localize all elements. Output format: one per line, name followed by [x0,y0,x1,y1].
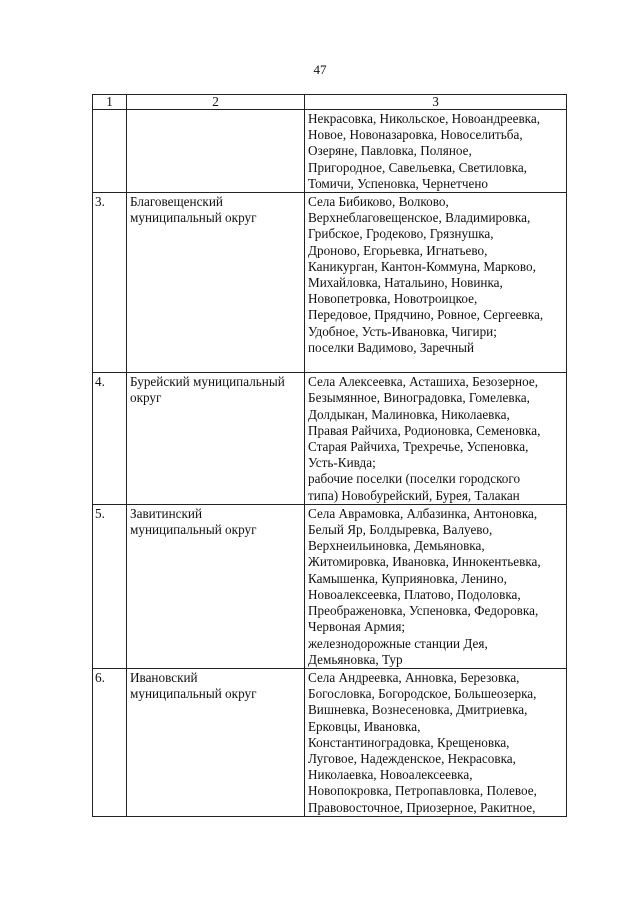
settlements-line: Богословка, Богородское, Большеозерка, [308,686,537,702]
settlements-line: Камышенка, Куприяновка, Ленино, [308,570,507,586]
district-name-line: Завитинский [130,505,202,521]
header-col-2: 2 [127,95,305,110]
settlements-line: Правовосточное, Приозерное, Ракитное, [308,799,536,815]
settlements-line: типа) Новобурейский, Бурея, Талакан [308,487,520,503]
settlements-line: Усть-Кивда; [308,455,376,471]
row-number [93,110,127,193]
settlements-line: Села Алексеевка, Асташиха, Безозерное, [308,374,539,390]
settlements-line: Томичи, Успеновка, Чернетчено [308,175,488,191]
settlements-line: Вишневка, Вознесеновка, Дмитриевка, [308,702,528,718]
header-col-3: 3 [305,95,567,110]
district-name-line: муниципальный округ [130,210,257,226]
settlements-line: поселки Вадимово, Заречный [308,339,475,355]
settlements-line: Правая Райчиха, Родионовка, Семеновка, [308,422,541,438]
header-col-1: 1 [93,95,127,110]
district-name [127,504,305,668]
settlements-line: Константиноградовка, Крещеновка, [308,734,510,750]
settlements-list [305,668,567,816]
settlements-line: Каникурган, Кантон-Коммуна, Марково, [308,258,536,274]
row-number: 5. [93,504,127,668]
settlements-list [305,193,567,373]
settlements-line: Новое, Новоназаровка, Новоселитьба, [308,127,523,143]
row-number: 6. [93,668,127,816]
district-name-line: округ [130,390,162,406]
settlements-line: Грибское, Гродеково, Грязнушка, [308,226,494,242]
settlements-line: Удобное, Усть-Ивановка, Чигири; [308,323,497,339]
district-name-line: Благовещенский [130,194,223,210]
settlements-line: Села Аврамовка, Албазинка, Антоновка, [308,505,538,521]
district-name [127,193,305,373]
settlements-line: Села Андреевка, Анновка, Березовка, [308,669,520,685]
settlements-line: Михайловка, Натальино, Новинка, [308,275,503,291]
settlements-line: Николаевка, Новоалексеевка, [308,767,473,783]
district-name-line: Ивановский [130,669,198,685]
row-number: 3. [93,193,127,373]
settlements-line: Безымянное, Виноградовка, Гомелевка, [308,390,530,406]
settlements-list [305,504,567,668]
settlements-line: Пригородное, Савельевка, Светиловка, [308,159,527,175]
table-row [93,193,567,373]
page-number: 47 [313,62,327,77]
table-row [93,504,567,668]
row-number: 4. [93,373,127,505]
settlements-line: Передовое, Прядчино, Ровное, Сергеевка, [308,307,544,323]
settlements-line: Демьяновка, Тур [308,651,403,667]
table-row [93,373,567,505]
table-row [93,110,567,193]
settlements-line: Новопетровка, Новотроицкое, [308,291,478,307]
settlements-line [308,356,564,372]
settlements-line: Новоалексеевка, Платово, Подоловка, [308,586,521,602]
district-name-line: муниципальный округ [130,522,257,538]
table-header-row [93,95,567,110]
settlements-line: Дроново, Егорьевка, Игнатьево, [308,242,488,258]
settlements-line: Преображеновка, Успеновка, Федоровка, [308,603,539,619]
settlements-table [92,94,567,817]
settlements-line: Верхнеильиновка, Демьяновка, [308,538,485,554]
settlements-line: Села Бибиково, Волково, [308,194,449,210]
settlements-line: рабочие поселки (поселки городского [308,471,521,487]
settlements-list [305,373,567,505]
settlements-line: железнодорожные станции Дея, [308,635,488,651]
district-name-line: Бурейский муниципальный [130,374,285,390]
settlements-line: Белый Яр, Болдыревка, Валуево, [308,522,493,538]
district-name-line: муниципальный округ [130,686,257,702]
settlements-line: Луговое, Надежденское, Некрасовка, [308,750,516,766]
table-row [93,668,567,816]
settlements-line: Червоная Армия; [308,619,406,635]
settlements-line: Долдыкан, Малиновка, Николаевка, [308,406,510,422]
settlements-line: Ерковцы, Ивановка, [308,718,421,734]
settlements-line: Верхнеблаговещенское, Владимировка, [308,210,531,226]
district-name [127,373,305,505]
settlements-list [305,110,567,193]
settlements-line: Житомировка, Ивановка, Иннокентьевка, [308,554,541,570]
settlements-line: Некрасовка, Никольское, Новоандреевка, [308,111,541,126]
settlements-line: Старая Райчиха, Трехречье, Успеновка, [308,439,529,455]
settlements-line: Озеряне, Павловка, Поляное, [308,143,472,159]
district-name [127,110,305,193]
settlements-line: Новопокровка, Петропавловка, Полевое, [308,783,537,799]
district-name [127,668,305,816]
